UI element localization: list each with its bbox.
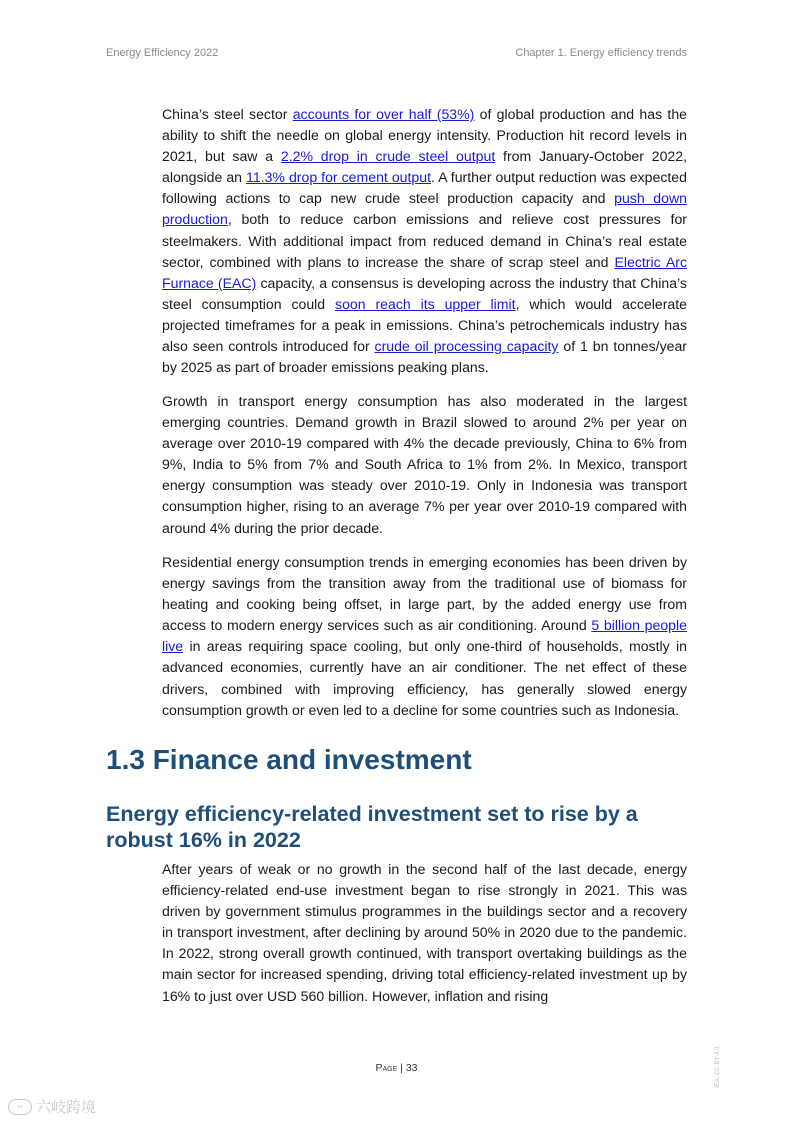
link-upper-limit[interactable]: soon reach its upper limit: [335, 295, 516, 312]
paragraph-investment-text: After years of weak or no growth in the second half of the last decade, energy efficiency-related end-use investment began to rise strongly in 2021. This was driven by government stimulus programmes in the buildings sector and a recovery in transport investment, after declining by around 50% in 2020 due to the pandemic. In 2022, strong overall growth continued, with transport overtaking buildings as the main sector for increased spending, driving total efficiency-related investment up by 16% to just over USD 560 billion. However, inflation and rising: [162, 861, 687, 1004]
link-push-down-production[interactable]: push down production: [162, 190, 688, 228]
text-run: from January-October 2022, alongside an: [162, 148, 687, 186]
paragraph-transport-text: Growth in transport energy consumption has also moderated in the largest emerging countries. Demand growth in Brazil slowed to around 2% per year on average over 2010-19 compared with 4% the decade previously, China to 6% from 9%, India to 5% from 7% and South Africa to 1% from 2%. In Mexico, transport energy consumption was steady over 2010-19. Only in Indonesia was transport consumption higher, rising to an average 7% per year over 2010-19 compared with around 4% during the prior decade.: [162, 393, 687, 536]
page-label: Page: [375, 1062, 398, 1074]
text-run: , which would accelerate projected timeframes for a peak in emissions. China’s petrochemicals industry has also seen controls introduced for: [162, 295, 688, 355]
text-run: of global production and has the ability to shift the needle on global energy intensity. Production hit record levels in 2021, but saw a: [162, 106, 687, 165]
text-run: in areas requiring space cooling, but only one-third of households, mostly in advanced economies, currently have an air conditioner. The net effect of these drivers, combined with improving efficiency, has generally slowed energy consumption growth or even led to a decline for some countries such as Indonesia.: [162, 638, 687, 718]
paragraph-residential: [162, 552, 687, 721]
link-cement-drop[interactable]: 11.3% drop for cement output: [246, 169, 432, 186]
license-note: IEA. CC BY 4.0.: [715, 1045, 721, 1088]
link-steel-share[interactable]: accounts for over half (53%): [292, 106, 475, 122]
text-run: China’s steel sector: [162, 106, 293, 122]
link-electric-arc-furnace[interactable]: Electric Arc Furnace (EAC): [162, 253, 687, 291]
watermark-logo-icon: ∞: [8, 1099, 32, 1115]
watermark-text: 六岐跨境: [36, 1099, 97, 1116]
link-crude-oil-capacity[interactable]: crude oil processing capacity: [374, 338, 559, 355]
text-run: . A further output reduction was expected following actions to cap new crude steel production capacity and: [162, 169, 687, 207]
text-run: capacity, a consensus is developing across the industry that China’s steel consumption could: [162, 274, 688, 312]
link-crude-steel-drop[interactable]: 2.2% drop in crude steel output: [280, 148, 496, 165]
page-footer: [0, 1062, 793, 1074]
link-5-billion-people[interactable]: 5 billion people live: [162, 617, 687, 655]
section-heading: 1.3 Finance and investment: [106, 744, 472, 775]
running-header-title: Energy Efficiency 2022: [106, 47, 219, 59]
text-run: Residential energy consumption trends in emerging economies has been driven by energy savings from the transition away from the traditional use of biomass for heating and cooking being offset, in large part, by the added energy use from access to modern energy services such as air conditioning. Around: [162, 554, 687, 634]
page-number: 33: [405, 1062, 418, 1074]
subsection-heading: Energy efficiency-related investment set to rise by a robust 16% in 2022: [106, 802, 638, 852]
running-header-chapter: Chapter 1. Energy efficiency trends: [515, 47, 687, 59]
paragraph-transport: [162, 391, 687, 539]
page-separator: |: [397, 1062, 406, 1074]
paragraph-investment: [162, 859, 687, 1007]
text-run: of 1 bn tonnes/year by 2025 as part of broader emissions peaking plans.: [162, 338, 687, 376]
text-run: , both to reduce carbon emissions and relieve cost pressures for steelmakers. With additional impact from reduced demand in China’s real estate sector, combined with plans to increase the share of scrap steel and: [162, 211, 687, 270]
watermark: [8, 1096, 96, 1117]
paragraph-china-steel: [162, 104, 687, 378]
